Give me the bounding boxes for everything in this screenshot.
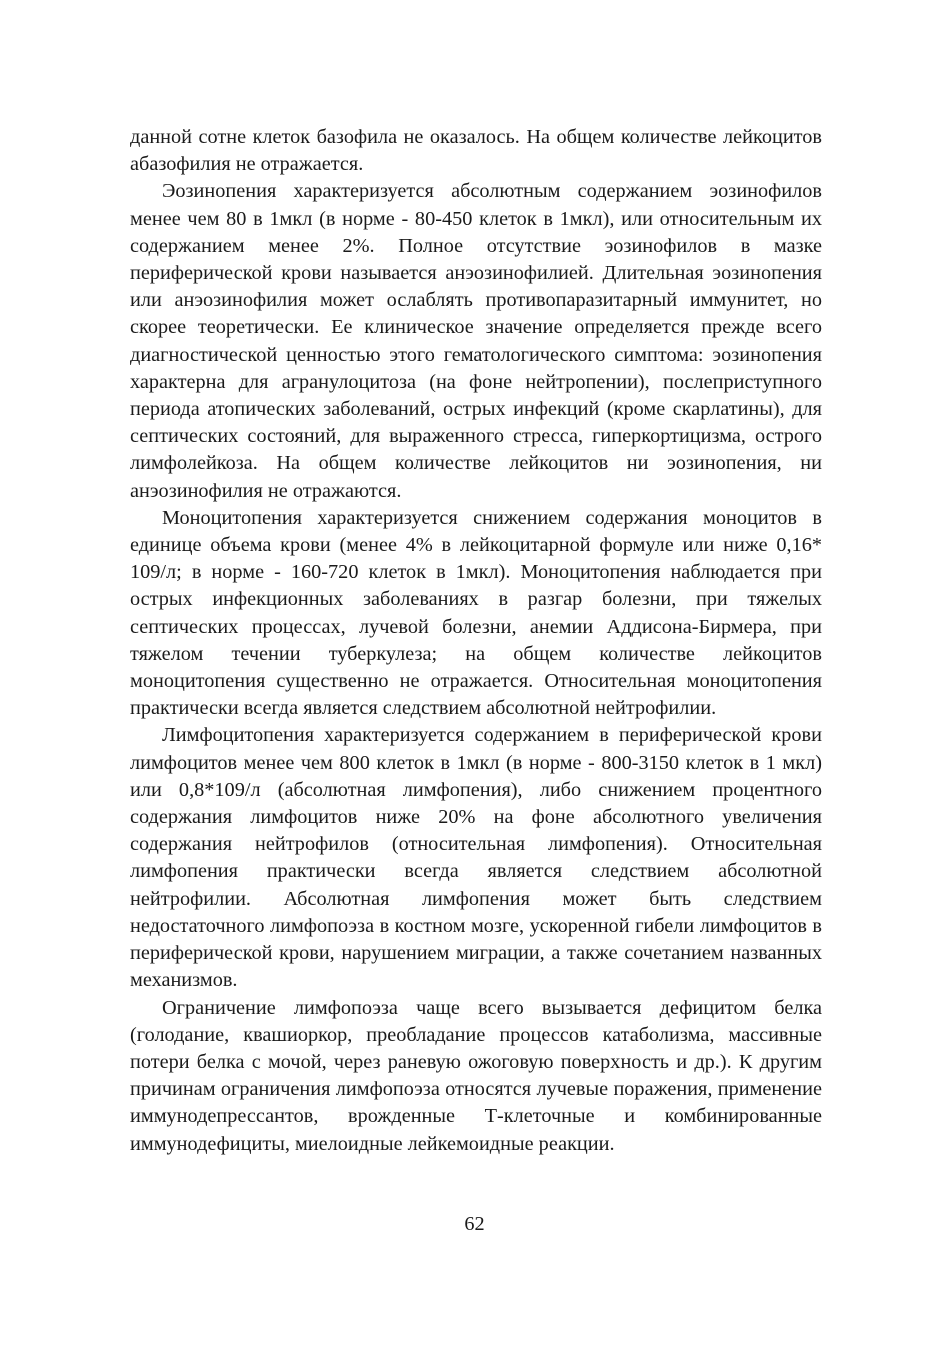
paragraph-eosinopenia: Эозинопения характеризуется абсолютным содержанием эозинофилов менее чем 80 в 1мкл (в норме - 80-450 клеток в 1мкл), или относительным их содержанием менее 2%. Полное отсутствие эозинофилов в мазке периферической крови называется анэозинофилией. Длительная эозинопения или анэозинофилия может ослаблять противопаразитарный иммунитет, но скорее теоретически. Ее клиническое значение определяется прежде всего диагностической ценностью этого гематологического симптома: эозинопения характерна для агранулоцитоза (на фоне нейтропении), послеприступного периода атопических заболеваний, острых инфекций (кроме скарлатины), для септических состояний, для выраженного стресса, гиперкортицизма, острого лимфолейкоза. На общем количестве лейкоцитов ни эозинопения, ни анэозинофилия не отражаются.: [130, 180, 822, 502]
paragraph-lymphopoiesis: Ограничение лимфопоэза чаще всего вызывается дефицитом белка (голодание, квашиоркор, преобладание процессов катаболизма, массивные потери белка с мочой, через раневую ожоговую поверхность и др.). К другим причинам ограничения лимфопоэза относятся лучевые поражения, применение иммунодепрессантов, врожденные Т-клеточные и комбинированные иммунодефициты, миелоидные лейкемоидные реакции.: [130, 996, 822, 1155]
paragraph-continuation: данной сотне клеток базофила не оказалось. На общем количестве лейкоцитов абазофилия не отражается.: [130, 126, 822, 176]
page-number: 62: [464, 1213, 485, 1235]
paragraph-monocytopenia: Моноцитопения характеризуется снижением содержания моноцитов в единице объема крови (менее 4% в лейкоцитарной формуле или ниже 0,16* 109/л; в норме - 160-720 клеток в 1мкл). Моноцитопения наблюдается при острых инфекционных заболеваниях в разгар болезни, при тяжелых септических процессах, лучевой болезни, анемии Аддисона-Бирмера, при тяжелом течении туберкулеза; на общем количестве лейкоцитов моноцитопения существенно не отражается. Относительная моноцитопения практически всегда является следствием абсолютной нейтрофилии.: [130, 506, 822, 720]
paragraph-lymphocytopenia: Лимфоцитопения характеризуется содержанием в периферической крови лимфоцитов менее чем 800 клеток в 1мкл (в норме - 800-3150 клеток в 1 мкл) или 0,8*109/л (абсолютная лимфопения), либо снижением процентного содержания лимфоцитов ниже 20% на фоне абсолютного увеличения содержания нейтрофилов (относительная лимфопения). Относительная лимфопения практически всегда является следствием абсолютной нейтрофилии. Абсолютная лимфопения может быть следствием недостаточного лимфопоэза в костном мозге, ускоренной гибели лимфоцитов в периферической крови, нарушением миграции, а также сочетанием названных механизмов.: [130, 724, 822, 992]
page-body: [130, 124, 822, 1158]
